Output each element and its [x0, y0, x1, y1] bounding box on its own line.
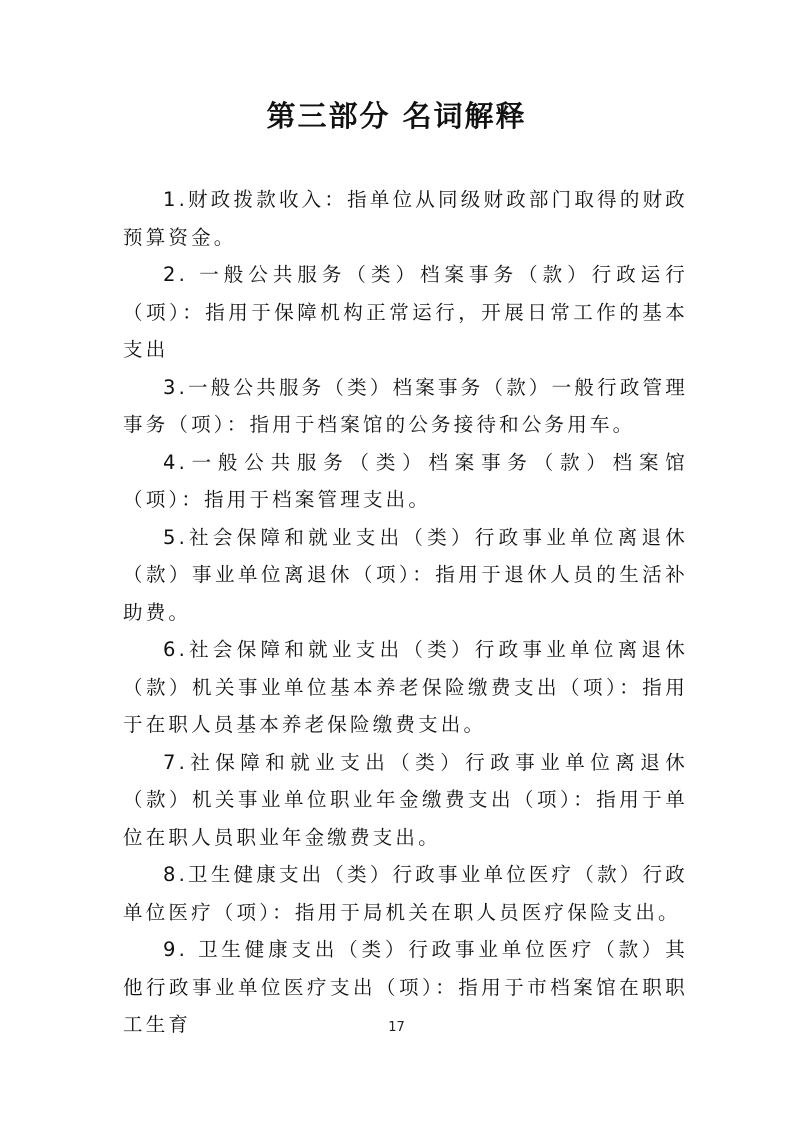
definition-paragraph-7: 7.社保障和就业支出（类）行政事业单位离退休（款）机关事业单位职业年金缴费支出（项）：指用于单位在职人员职业年金缴费支出。: [123, 750, 688, 849]
page-number: 17: [388, 1020, 405, 1035]
definition-paragraph-4: 4.一般公共服务（类）档案事务（款）档案馆（项）：指用于档案管理支出。: [123, 450, 688, 511]
definitions-body: [123, 181, 688, 1044]
section-title: 第三部分 名词解释: [266, 99, 527, 133]
definition-paragraph-3: 3.一般公共服务（类）档案事务（款）一般行政管理事务（项）：指用于档案馆的公务接待和公务用车。: [123, 375, 688, 436]
definition-paragraph-5: 5.社会保障和就业支出（类）行政事业单位离退休（款）事业单位离退休（项）：指用于退休人员的生活补助费。: [123, 525, 688, 624]
definition-paragraph-6: 6.社会保障和就业支出（类）行政事业单位离退休（款）机关事业单位基本养老保险缴费支出（项）：指用于在职人员基本养老保险缴费支出。: [123, 638, 688, 736]
definition-paragraph-2: 2. 一般公共服务（类）档案事务（款）行政运行（项）：指用于保障机构正常运行，开展日常工作的基本支出: [123, 263, 688, 361]
definition-paragraph-8: 8.卫生健康支出（类）行政事业单位医疗（款）行政单位医疗（项）：指用于局机关在职人员医疗保险支出。: [123, 863, 688, 924]
definition-paragraph-1: 1.财政拨款收入：指单位从同级财政部门取得的财政预算资金。: [123, 188, 688, 249]
definition-paragraph-9: 9. 卫生健康支出（类）行政事业单位医疗（款）其他行政事业单位医疗支出（项）：指用于市档案馆在职职工生育: [123, 938, 688, 1036]
